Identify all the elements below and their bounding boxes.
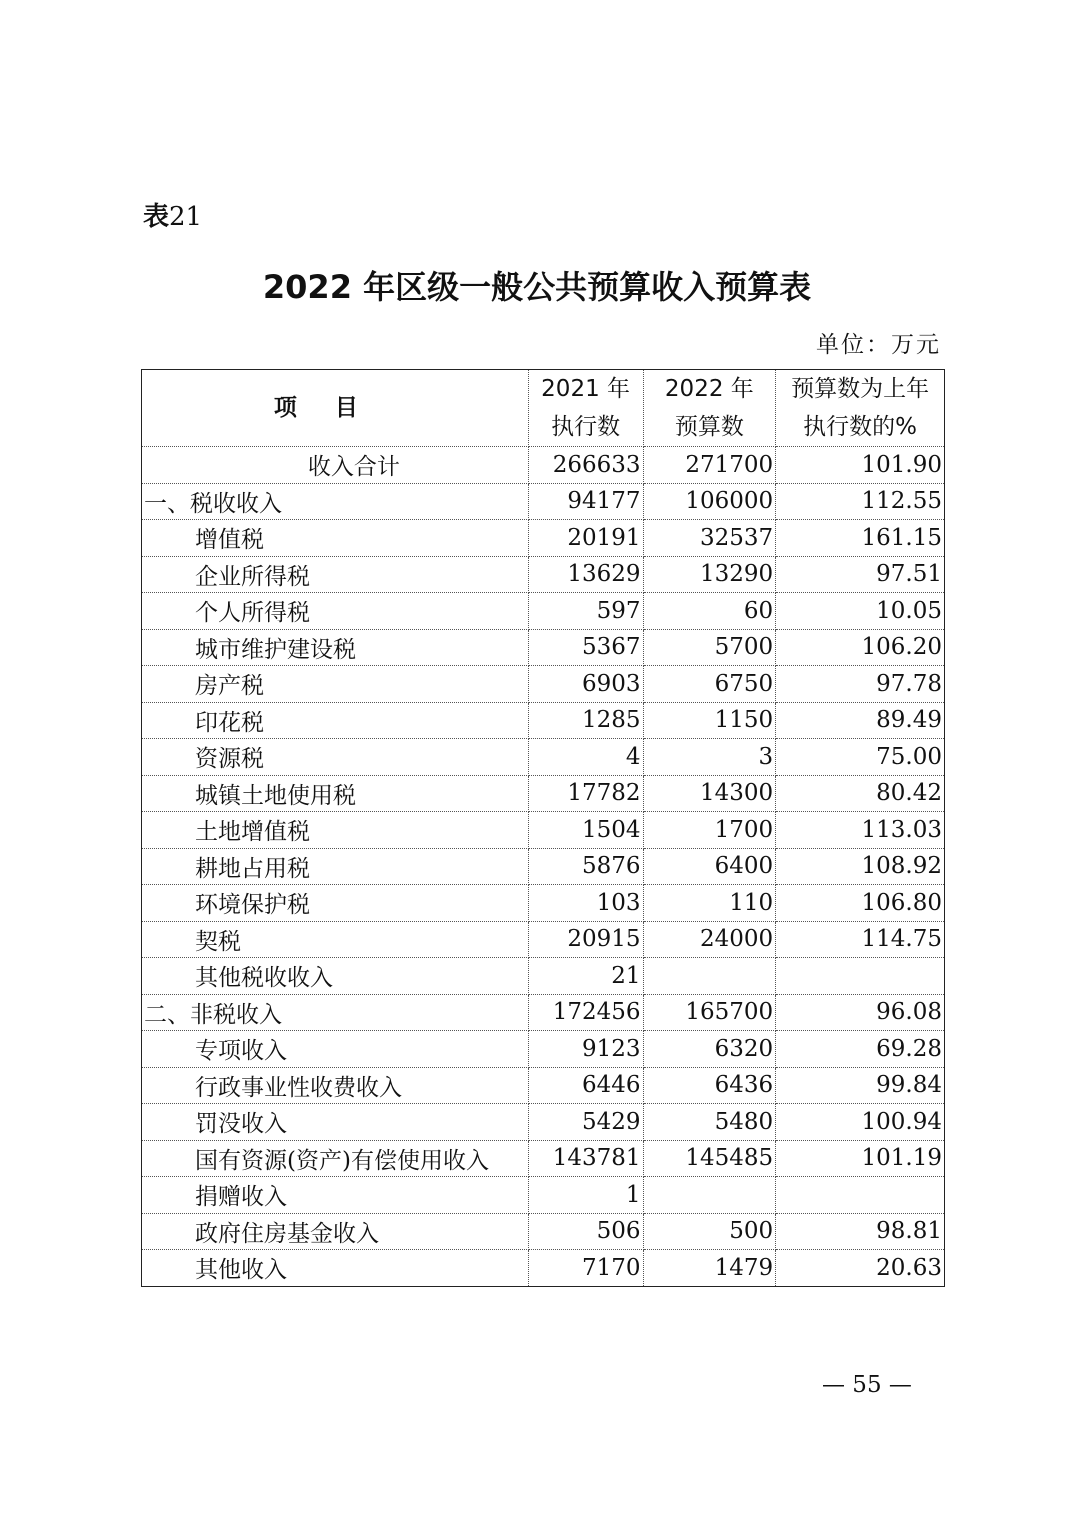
table-row [142, 1213, 945, 1250]
column-header-line: 2021 年 [541, 376, 631, 402]
cell-2021-actual: 143781 [528, 1140, 643, 1177]
cell-2021-actual: 6446 [528, 1067, 643, 1104]
cell-2021-actual: 506 [528, 1213, 643, 1250]
cell-ratio [776, 958, 945, 995]
cell-2022-budget: 165700 [643, 994, 776, 1031]
table-row [142, 1250, 945, 1287]
cell-2022-budget: 500 [643, 1213, 776, 1250]
table-number-label [143, 196, 202, 233]
cell-ratio: 89.49 [776, 702, 945, 739]
row-label: 收入合计 [142, 447, 529, 484]
table-row [142, 1067, 945, 1104]
cell-ratio: 106.20 [776, 629, 945, 666]
cell-ratio: 113.03 [776, 812, 945, 849]
column-header-line: 预算数 [674, 414, 744, 440]
cell-2022-budget: 106000 [643, 483, 776, 520]
cell-ratio: 108.92 [776, 848, 945, 885]
cell-2021-actual: 94177 [528, 483, 643, 520]
cell-2021-actual: 5367 [528, 629, 643, 666]
cell-2021-actual: 13629 [528, 556, 643, 593]
column-header-line: 2022 年 [664, 376, 754, 402]
cell-2021-actual: 1 [528, 1177, 643, 1214]
table-row [142, 666, 945, 703]
row-label: 增值税 [142, 520, 529, 557]
cell-2022-budget: 6436 [643, 1067, 776, 1104]
column-header-line: 预算数为上年 [791, 376, 930, 402]
row-label: 资源税 [142, 739, 529, 776]
cell-ratio [776, 1177, 945, 1214]
row-label: 二、非税收入 [142, 994, 529, 1031]
cell-2022-budget: 5480 [643, 1104, 776, 1141]
table-body [142, 447, 945, 1287]
cell-2021-actual: 5429 [528, 1104, 643, 1141]
cell-ratio: 10.05 [776, 593, 945, 630]
cell-2022-budget: 32537 [643, 520, 776, 557]
table-row [142, 447, 945, 484]
column-header-ratio [776, 370, 945, 447]
cell-2022-budget [643, 958, 776, 995]
cell-ratio: 69.28 [776, 1031, 945, 1068]
row-label: 契税 [142, 921, 529, 958]
cell-ratio: 100.94 [776, 1104, 945, 1141]
cell-2022-budget: 1150 [643, 702, 776, 739]
cell-2022-budget: 6400 [643, 848, 776, 885]
cell-2022-budget: 145485 [643, 1140, 776, 1177]
cell-ratio: 114.75 [776, 921, 945, 958]
cell-2021-actual: 103 [528, 885, 643, 922]
cell-2021-actual: 1504 [528, 812, 643, 849]
row-label: 其他税收收入 [142, 958, 529, 995]
table-row [142, 593, 945, 630]
row-label: 环境保护税 [142, 885, 529, 922]
cell-2022-budget: 1479 [643, 1250, 776, 1287]
row-label: 土地增值税 [142, 812, 529, 849]
document-title: 2022 年区级一般公共预算收入预算表 [262, 268, 812, 306]
table-row [142, 921, 945, 958]
row-label: 行政事业性收费收入 [142, 1067, 529, 1104]
cell-ratio: 80.42 [776, 775, 945, 812]
cell-2021-actual: 20915 [528, 921, 643, 958]
cell-2022-budget: 13290 [643, 556, 776, 593]
cell-2021-actual: 5876 [528, 848, 643, 885]
row-label: 房产税 [142, 666, 529, 703]
cell-2022-budget: 1700 [643, 812, 776, 849]
table-row [142, 848, 945, 885]
cell-2022-budget: 110 [643, 885, 776, 922]
row-label: 城市维护建设税 [142, 629, 529, 666]
cell-2022-budget: 24000 [643, 921, 776, 958]
cell-ratio: 101.90 [776, 447, 945, 484]
row-label: 政府住房基金收入 [142, 1213, 529, 1250]
row-label: 国有资源(资产)有偿使用收入 [142, 1140, 529, 1177]
cell-2021-actual: 597 [528, 593, 643, 630]
row-label: 企业所得税 [142, 556, 529, 593]
row-label: 专项收入 [142, 1031, 529, 1068]
cell-2021-actual: 6903 [528, 666, 643, 703]
budget-table [141, 369, 945, 1287]
table-row [142, 885, 945, 922]
table-row [142, 520, 945, 557]
cell-ratio: 106.80 [776, 885, 945, 922]
table-row [142, 1177, 945, 1214]
cell-ratio: 96.08 [776, 994, 945, 1031]
row-label: 罚没收入 [142, 1104, 529, 1141]
table-row [142, 1031, 945, 1068]
cell-ratio: 101.19 [776, 1140, 945, 1177]
cell-ratio: 75.00 [776, 739, 945, 776]
cell-2022-budget: 5700 [643, 629, 776, 666]
table-number-prefix: 表 [143, 202, 170, 232]
column-header-line: 执行数的% [803, 414, 918, 440]
cell-ratio: 97.51 [776, 556, 945, 593]
table-row [142, 775, 945, 812]
page-number: — 55 — [822, 1372, 912, 1398]
cell-ratio: 97.78 [776, 666, 945, 703]
row-label: 耕地占用税 [142, 848, 529, 885]
table-row [142, 739, 945, 776]
cell-2021-actual: 9123 [528, 1031, 643, 1068]
column-header-item: 项目 [142, 370, 529, 447]
unit-label: 单位：万元 [816, 332, 941, 358]
column-header-2021-actual [528, 370, 643, 447]
row-label: 其他收入 [142, 1250, 529, 1287]
table-row [142, 1140, 945, 1177]
cell-2021-actual: 266633 [528, 447, 643, 484]
table-header-row [142, 370, 945, 447]
cell-2021-actual: 1285 [528, 702, 643, 739]
row-label: 捐赠收入 [142, 1177, 529, 1214]
table-number: 21 [169, 202, 203, 232]
table-row [142, 702, 945, 739]
row-label: 个人所得税 [142, 593, 529, 630]
cell-2021-actual: 20191 [528, 520, 643, 557]
table-row [142, 1104, 945, 1141]
row-label: 一、税收收入 [142, 483, 529, 520]
cell-2022-budget: 60 [643, 593, 776, 630]
table-row [142, 483, 945, 520]
cell-ratio: 161.15 [776, 520, 945, 557]
cell-2021-actual: 172456 [528, 994, 643, 1031]
row-label: 印花税 [142, 702, 529, 739]
column-header-line: 执行数 [551, 414, 621, 440]
cell-ratio: 99.84 [776, 1067, 945, 1104]
cell-2022-budget: 6320 [643, 1031, 776, 1068]
table-row [142, 958, 945, 995]
cell-ratio: 112.55 [776, 483, 945, 520]
table-row [142, 994, 945, 1031]
cell-2022-budget: 14300 [643, 775, 776, 812]
table-row [142, 556, 945, 593]
table-row [142, 812, 945, 849]
cell-2021-actual: 17782 [528, 775, 643, 812]
cell-ratio: 20.63 [776, 1250, 945, 1287]
cell-2022-budget [643, 1177, 776, 1214]
table-row [142, 629, 945, 666]
row-label: 城镇土地使用税 [142, 775, 529, 812]
cell-2022-budget: 3 [643, 739, 776, 776]
cell-ratio: 98.81 [776, 1213, 945, 1250]
cell-2021-actual: 7170 [528, 1250, 643, 1287]
cell-2021-actual: 21 [528, 958, 643, 995]
column-header-2022-budget [643, 370, 776, 447]
cell-2022-budget: 6750 [643, 666, 776, 703]
cell-2022-budget: 271700 [643, 447, 776, 484]
cell-2021-actual: 4 [528, 739, 643, 776]
